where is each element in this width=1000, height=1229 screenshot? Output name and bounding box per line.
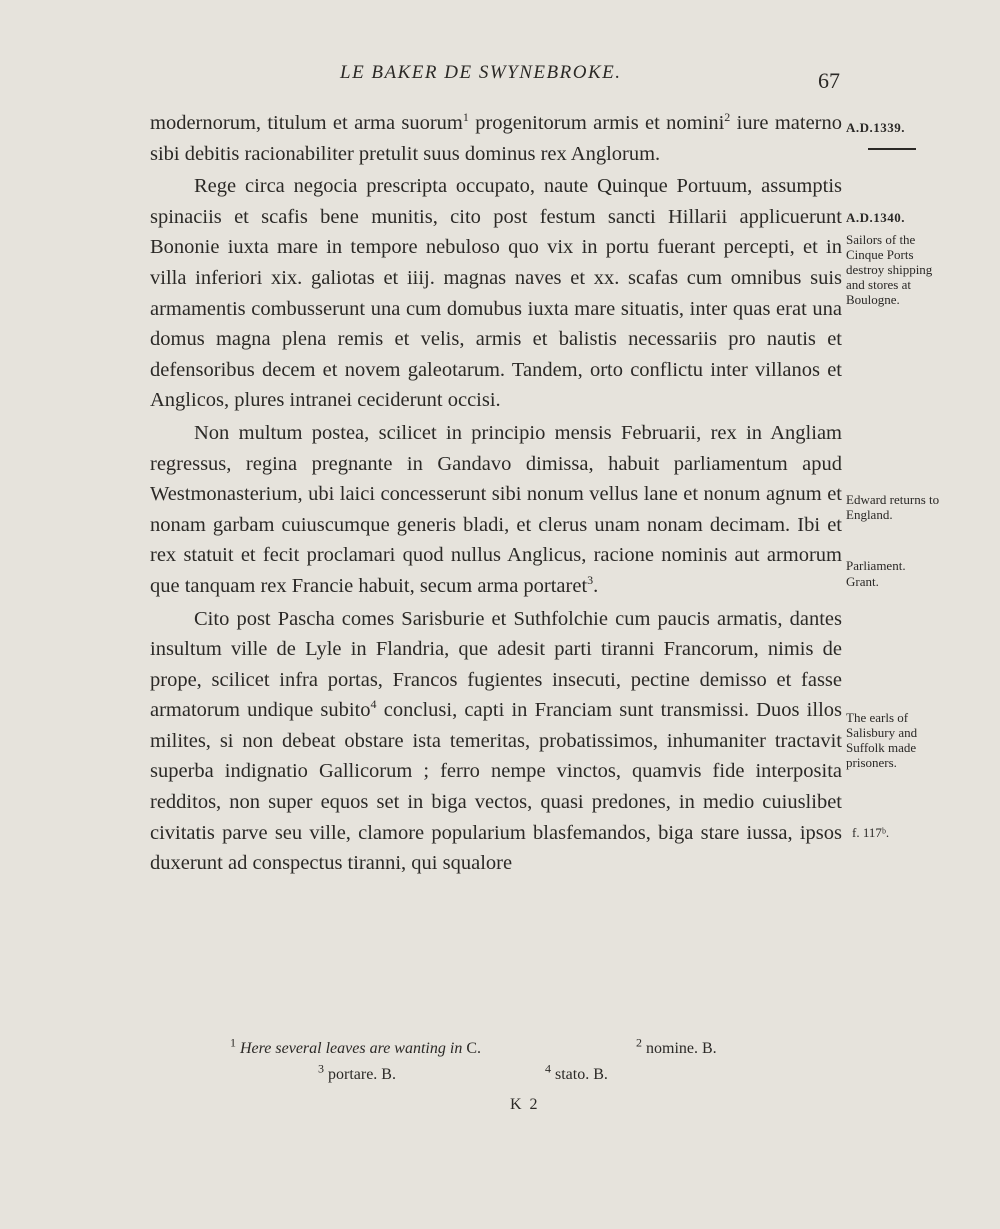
margin-date-1339: A.D.1339. (846, 120, 906, 135)
margin-date-rule (868, 148, 916, 150)
margin-note-earls: The earls of Salisbury and Suffolk made prisoners. (846, 710, 918, 770)
p4-text-a: Cito post Pascha comes Sarisburie et Suthfolchie cum paucis armatis, dantes insultum ville de Lyle in Flandria, que adesit parti tiranni Francorum, nimis de prope, scilicet infra portas, Francos fugientes insecuti, pectine demisso et fasse armatorum undique subito (150, 607, 842, 722)
footnote-1-text: Here several leaves are wanting in (240, 1040, 463, 1057)
margin-date-1340: A.D.1340. (846, 210, 906, 225)
p3-text-a: Non multum postea, scilicet in principio mensis Februarii, rex in Angliam regressus, regina pregnante in Gandavo dimissa, habuit parliamentum apud Westmonasterium, ubi laici concesserunt sibi nonum vellus lane et nonum agnum et nonam garbam cuiuscumque generis bladi, et clerus unam nonam decimam. Ibi et rex statuit et fecit proclamari quod nullus Anglicus, racione nominis aut armorum que tanquam rex Francie habuit, secum arma portaret (150, 421, 842, 597)
main-text (150, 108, 842, 879)
signature-mark: K 2 (510, 1096, 540, 1113)
footnote-3 (318, 1061, 396, 1084)
footnote-ref-4: 4 (370, 697, 377, 712)
footnote-1 (230, 1035, 481, 1058)
paragraph-4 (150, 604, 842, 879)
margin-note-edward: Edward returns to England. (846, 492, 940, 522)
p3-text-b: . (593, 574, 599, 597)
margin-note-parliament: Parliament. (846, 558, 906, 573)
margin-folio: f. 117ᵇ. (852, 825, 890, 840)
footnote-ref-1: 1 (462, 110, 469, 125)
p1-text-c: iure materno sibi debitis racionabiliter pretulit suus dominus rex Anglorum. (150, 112, 843, 165)
margin-note-sailors: Sailors of the Cinque Ports destroy shipping and stores at Boulogne. (846, 232, 933, 307)
footnote-1-ms: C. (462, 1040, 481, 1057)
footnote-4 (545, 1061, 608, 1084)
p1-text-b: progenitorum armis et nomini (468, 112, 725, 134)
p4-text-b: conclusi, capti in Franciam sunt transmissi. Duos illos milites, si non debeat obstare ista temeritas, probatissimos, inhumaniter tractavit superba indignatio Gallicorum ; ferro nempe vinctos, quamvis fide interposita redditos, non super equos set in biga vectos, quasi predones, in medio cuiuslibet civitatis parve seu ville, clamore popularium blasfemandos, biga stare iussa, ipsos duxerunt ad conspectus tiranni, qui squalore (150, 699, 842, 875)
footnote-ref-2: 2 (724, 110, 731, 125)
footnote-4-number: 4 (545, 1061, 551, 1076)
running-title: LE BAKER DE SWYNEBROKE. (340, 62, 622, 83)
footnote-2-text: nomine. B. (642, 1040, 717, 1057)
footnote-2-number: 2 (636, 1035, 642, 1050)
page-number: 67 (818, 68, 840, 93)
margin-note-grant: Grant. (846, 574, 879, 589)
footnote-3-number: 3 (318, 1061, 324, 1076)
paragraph-3 (150, 418, 842, 602)
footnote-1-number: 1 (230, 1035, 236, 1050)
footnote-2 (636, 1035, 717, 1058)
footnote-ref-3: 3 (587, 573, 594, 588)
paragraph-1 (150, 108, 842, 169)
footnote-3-text: portare. B. (324, 1066, 396, 1083)
p1-text-a: modernorum, titulum et arma suorum (150, 112, 463, 134)
footnote-4-text: stato. B. (551, 1066, 608, 1083)
paragraph-2: Rege circa negocia prescripta occupato, naute Quinque Portuum, assumptis spinaciis et scafis bene munitis, cito post festum sancti Hillarii applicuerunt Bononie iuxta mare in tempore nebuloso quo vix in portu fuerant percepti, et in villa inferiori xix. galiotas et iiij. magnas naves et xx. scafas cum omnibus suis armamentis combusserunt una cum domubus iuxta mare situatis, inter quas erat una domus magna plena remis et velis, armis et balistis necessariis pro nautis et defensoribus decem et novem galeotarum. Tandem, orto conflictu inter villanos et Anglicos, plures intranei ceciderunt occisi. (150, 175, 842, 412)
